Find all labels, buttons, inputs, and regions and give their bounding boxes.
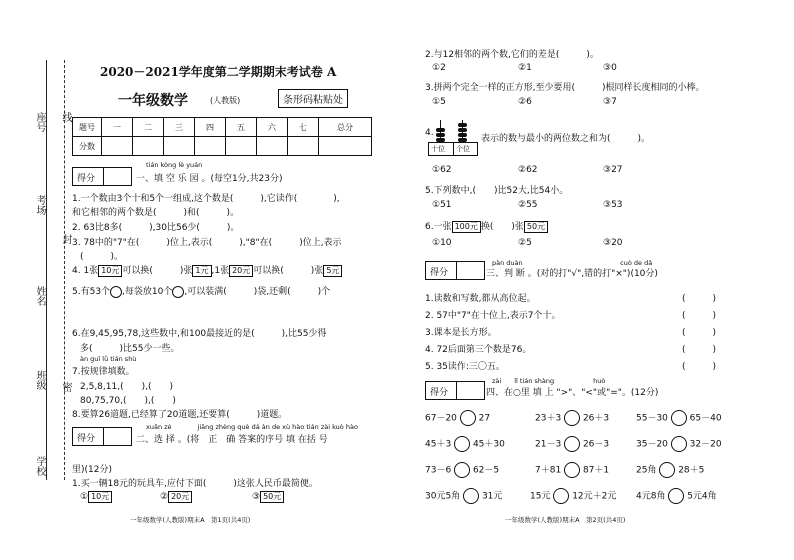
compare-r2c1: 45＋3 45＋30 (425, 436, 505, 452)
p2-opt2: ②1 (518, 63, 532, 73)
footer-right: 一年级数学(人教版)期末A 第2页(共4页) (505, 516, 626, 524)
compare-r3c2: 7＋81 87＋1 (535, 462, 609, 478)
compare-r4c1: 30元5角 31元 (425, 488, 502, 504)
q1-line2: 和它相邻的两个数是( )和( )。 (72, 208, 240, 218)
judge-paren-3: ( ) (682, 328, 717, 338)
s1-title: 一、填 空 乐 园 。(每空1分,共23分) (136, 174, 283, 184)
p1-opt3: ③ 50元 (252, 491, 284, 503)
p4-number: 4. (425, 128, 434, 138)
cut-mark-xian: 线 (60, 112, 71, 122)
abacus: 十位 个位 (428, 120, 478, 156)
compare-r1c3: 55－30 65－40 (636, 410, 722, 426)
score-box-2: 得分 (72, 427, 132, 446)
q7-a: 2,5,8,11,( ),( ) (80, 382, 173, 392)
s4-pinyin: zài lǐ tián shàng huò (492, 377, 606, 385)
score-table: 题号 一 二 三 四 五 六 七 总分 分数 (72, 117, 372, 156)
judge-paren-1: ( ) (682, 294, 717, 304)
judge-paren-2: ( ) (682, 311, 717, 321)
p4-opt3: ③27 (603, 165, 623, 175)
judge-paren-5: ( ) (682, 362, 717, 372)
subject-title: 一年级数学 (118, 93, 188, 109)
p6-opt3: ③20 (603, 238, 623, 248)
p3-question: 3.拼两个完全一样的正方形,至少要用( )根同样长度相同的小棒。 (425, 83, 705, 93)
score-box-3: 得分 (425, 261, 485, 280)
q6-line1: 6.在9,45,95,78,这些数中,和100最接近的是( ),比55少得 (72, 329, 327, 339)
binding-label-kaochang: 考场 (34, 195, 45, 215)
compare-r1c1: 67－20 27 (425, 410, 490, 426)
compare-r4c3: 4元8角 5元4角 (636, 488, 717, 504)
s4-title: 四、在○里 填 上 ">"、"<"或"="。(12分) (486, 388, 659, 398)
binding-label-banji: 班级 (34, 370, 45, 390)
s2-pinyin: xuǎn zé jiāng zhèng què dá àn de xù hào tián zài kuò hào (146, 423, 358, 431)
s2-title: 二、选 择 。(将 正 确 答案的序号 填 在括 号 (136, 435, 328, 445)
s3-pinyin: pàn duàn cuò de dǎ (492, 259, 653, 267)
s1-pinyin: tián kòng lè yuán (146, 161, 203, 169)
p4-opt2: ②62 (518, 165, 538, 175)
p6-opt2: ②5 (518, 238, 532, 248)
judge-2: 2. 57中"7"在十位上,表示7个十。 (425, 311, 561, 321)
cut-mark-feng: 封 (60, 234, 71, 244)
s2-tail: 里)(12分) (72, 465, 112, 475)
score-box-1: 得分 (72, 167, 132, 186)
judge-1: 1.读数和写数,都从高位起。 (425, 294, 536, 304)
compare-r3c1: 73－6 62－5 (425, 462, 499, 478)
p2-opt1: ①2 (432, 63, 446, 73)
apple-icon (172, 286, 184, 298)
q7-b: 80,75,70,( ),( ) (80, 396, 176, 406)
q3-tail: ( )。 (80, 252, 124, 262)
footer-left: 一年级数学(人教版)期末A 第1页(共4页) (130, 516, 251, 524)
p3-opt1: ①5 (432, 97, 446, 107)
judge-paren-4: ( ) (682, 345, 717, 355)
binding-label-xingming: 姓名 (34, 286, 45, 306)
p6-opt1: ①10 (432, 238, 452, 248)
p2-opt3: ③0 (603, 63, 617, 73)
edition-label: (人教版) (210, 96, 241, 105)
p5-opt2: ②55 (518, 200, 538, 210)
binding-label-zuohao: 座号 (34, 112, 45, 132)
judge-3: 3.课本是长方形。 (425, 328, 497, 338)
p1-question: 1.买一辆18元的玩具车,应付下面( )这张人民币最简便。 (72, 479, 318, 489)
p4-question: 表示的数与最小的两位数之和为( )。 (481, 134, 651, 144)
q1-line1: 1.一个数由3个十和5个一组成,这个数是( ),它读作( ), (72, 194, 340, 204)
p6-question: 6.一张 100元 换( )张 50元 (425, 219, 548, 233)
compare-r3c3: 25角 28＋5 (636, 462, 704, 478)
q4: 4. 1张 10元 可以换( )张 1元 ,1张 20元 可以换( )张 5元 (72, 263, 342, 277)
p4-opt1: ①62 (432, 165, 452, 175)
p1-opt1: ① 10元 (80, 491, 112, 503)
compare-r2c2: 21－3 26－3 (535, 436, 609, 452)
q6-line2: 多( )比55少一些。 (80, 344, 180, 354)
p5-question: 5.下列数中,( )比52大,比54小。 (425, 186, 569, 196)
apple-icon (110, 286, 122, 298)
compare-r4c2: 15元 12元＋2元 (530, 488, 616, 504)
p3-opt2: ②6 (518, 97, 532, 107)
q3: 3. 78中的"7"在( )位上,表示( ),"8"在( )位上,表示 (72, 238, 342, 248)
q2: 2. 63比8多( ),30比56少( )。 (72, 223, 240, 233)
q5: 5.有53个 ,每袋放10个 ,可以装满( )袋,还剩( )个 (72, 287, 331, 297)
p2-question: 2.与12相邻的两个数,它们的差是( )。 (425, 50, 599, 60)
score-box-4: 得分 (425, 381, 485, 400)
q8: 8.要算26道题,已经算了20道题,还要算( )道题。 (72, 410, 288, 420)
cut-mark-mi: 密 (60, 382, 71, 392)
q7-pinyin: àn guī lǜ tián shù (80, 355, 137, 363)
p3-opt3: ③7 (603, 97, 617, 107)
p5-opt1: ①51 (432, 200, 452, 210)
compare-r2c3: 35－20 32－20 (636, 436, 722, 452)
judge-5: 5. 35读作:三〇五。 (425, 362, 505, 372)
binding-label-xuexiao: 学校 (34, 456, 45, 476)
barcode-box: 条形码粘贴处 (278, 89, 348, 108)
judge-4: 4. 72后面第三个数是76。 (425, 345, 532, 355)
s3-title: 三、判 断 。(对的打"√",错的打"×")(10分) (486, 269, 658, 279)
exam-title: 2020－2021学年度第二学期期末考试卷 A (100, 65, 337, 79)
q7-title: 7.按规律填数。 (72, 367, 135, 377)
compare-r1c2: 23＋3 26＋3 (535, 410, 609, 426)
p1-opt2: ② 20元 (160, 491, 192, 503)
p5-opt3: ③53 (603, 200, 623, 210)
